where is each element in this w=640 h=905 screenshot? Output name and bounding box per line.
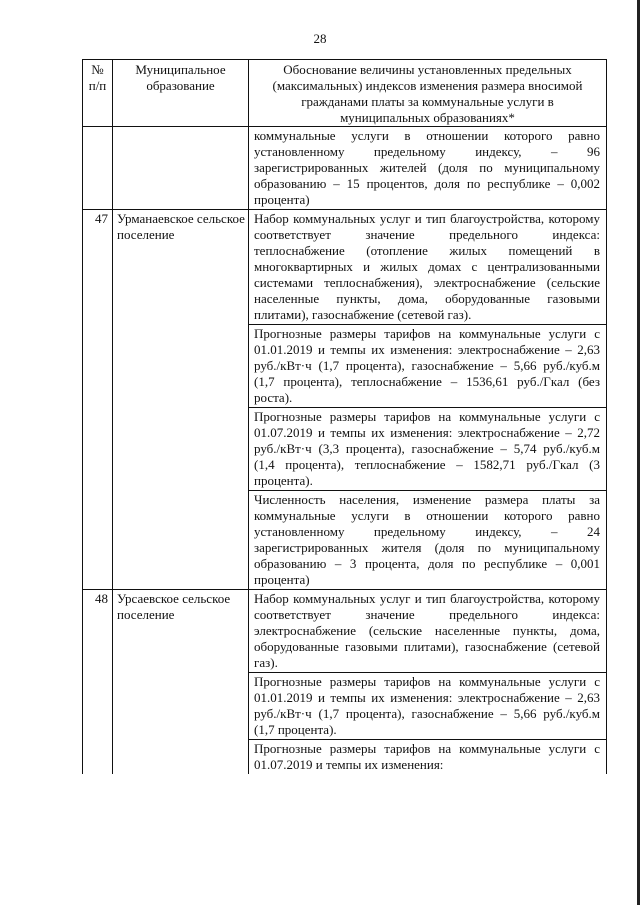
table-header-row	[83, 60, 607, 127]
row-num: 47	[83, 210, 113, 590]
table-row-48	[83, 590, 607, 775]
header-municipality: Муниципальное образование	[113, 60, 249, 127]
justification-paragraph: Прогнозные размеры тарифов на коммунальные услуги с 01.07.2019 и темпы их изменения: электроснабжение – 2,72 руб./кВт·ч (3,3 процента), газоснабжение – 5,74 руб./куб.м (1,4 процента), теплоснабжение – 1582,71 руб./Гкал (3 процента).	[249, 407, 606, 490]
table-row-47	[83, 210, 607, 590]
justification-paragraph: Прогнозные размеры тарифов на коммунальные услуги с 01.01.2019 и темпы их изменения: электроснабжение – 2,63 руб./кВт·ч (1,7 процента), газоснабжение – 5,66 руб./куб.м (1,7 процента).	[249, 672, 606, 739]
table-row-continuation	[83, 127, 607, 210]
justification-paragraph: коммунальные услуги в отношении которого равно установленному предельному индексу, – 96 зарегистрированных жителей (доля по муниципальному образованию – 15 процентов, доля по республике – 0,002 процента)	[254, 128, 600, 207]
row-num	[83, 127, 113, 210]
tariff-index-table	[82, 59, 607, 774]
page-number: 28	[313, 31, 327, 46]
row-municipality	[113, 127, 249, 210]
justification-paragraph: Прогнозные размеры тарифов на коммунальные услуги с 01.07.2019 и темпы их изменения:	[249, 739, 606, 774]
row-justification	[249, 210, 607, 590]
row-justification	[249, 590, 607, 775]
header-num: № п/п	[83, 60, 113, 127]
row-municipality: Урманаевское сельское поселение	[113, 210, 249, 590]
justification-paragraph: Набор коммунальных услуг и тип благоустройства, которому соответствует значение предельного индекса: теплоснабжение (отопление жилых помещений в многоквартирных и жилых домах с централизованными системами теплоснабжения), электроснабжение (сельские населенные пункты, дома, оборудованные газовыми плитами), газоснабжение (сетевой газ).	[254, 211, 600, 322]
row-num: 48	[83, 590, 113, 775]
justification-paragraph: Численность населения, изменение размера платы за коммунальные услуги в отношении которого равно установленному предельному индексу, – 24 зарегистрированных жителя (доля по муниципальному образованию – 3 процента, доля по республике – 0,001 процента)	[249, 490, 606, 589]
row-justification	[249, 127, 607, 210]
justification-paragraph: Набор коммунальных услуг и тип благоустройства, которому соответствует значение предельного индекса: электроснабжение (сельские населенные пункты, дома, оборудованные газовыми плитами), газоснабжение (сетевой газ).	[254, 591, 600, 670]
row-municipality: Урсаевское сельское поселение	[113, 590, 249, 775]
header-justification: Обоснование величины установленных предельных (максимальных) индексов изменения размера вносимой гражданами платы за коммунальные услуги в муниципальных образованиях*	[249, 60, 607, 127]
justification-paragraph: Прогнозные размеры тарифов на коммунальные услуги с 01.01.2019 и темпы их изменения: электроснабжение – 2,63 руб./кВт·ч (1,7 процента), газоснабжение – 5,66 руб./куб.м (1,7 процента), теплоснабжение – 1536,61 руб./Гкал (без роста).	[249, 324, 606, 407]
